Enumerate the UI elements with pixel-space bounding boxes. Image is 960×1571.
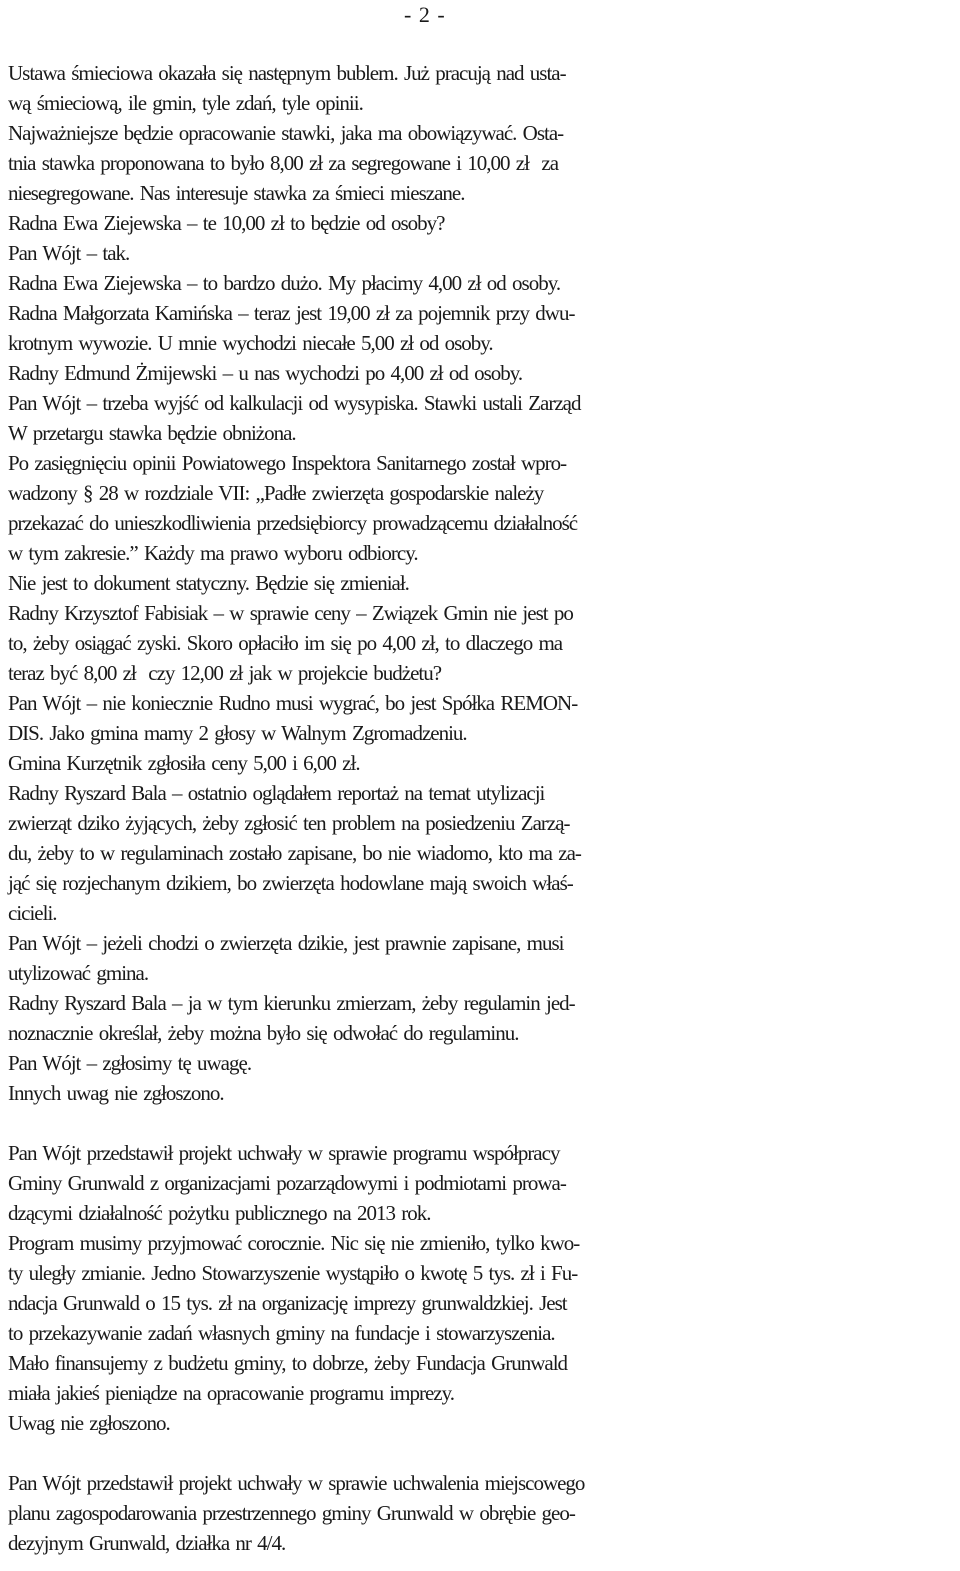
text-line: Radny Ryszard Bala – ostatnio oglądałem reportaż na temat utylizacji (8, 781, 545, 805)
text-line: noznacznie określał, żeby można było się odwołać do regulaminu. (8, 1021, 519, 1045)
text-line: Radny Krzysztof Fabisiak – w sprawie ceny – Związek Gmin nie jest po (8, 601, 573, 625)
text-line: Radny Ryszard Bala – ja w tym kierunku zmierzam, żeby regulamin jed- (8, 991, 575, 1015)
text-line: Po zasięgnięciu opinii Powiatowego Inspektora Sanitarnego został wpro- (8, 451, 567, 475)
text-line: tnia stawka proponowana to było 8,00 zł za segregowane i 10,00 zł za (8, 151, 559, 175)
text-line: Pan Wójt – nie koniecznie Rudno musi wygrać, bo jest Spółka REMON- (8, 691, 578, 715)
text-line: Gminy Grunwald z organizacjami pozarządowymi i podmiotami prowa- (8, 1171, 566, 1195)
text-line: Pan Wójt przedstawił projekt uchwały w sprawie uchwalenia miejscowego (8, 1471, 585, 1495)
page-number: - 2 - (404, 2, 446, 27)
text-line: Innych uwag nie zgłoszono. (8, 1081, 224, 1105)
text-line: wadzony § 28 w rozdziale VII: „Padłe zwierzęta gospodarskie należy (8, 481, 544, 505)
text-line: W przetargu stawka będzie obniżona. (8, 421, 296, 445)
text-line: dzącymi działalność pożytku publicznego na 2013 rok. (8, 1201, 431, 1225)
text-line: Gmina Kurzętnik zgłosiła ceny 5,00 i 6,00 zł. (8, 751, 360, 775)
text-line: utylizować gmina. (8, 961, 149, 985)
text-line: Nie jest to dokument statyczny. Będzie się zmieniał. (8, 571, 409, 595)
text-line: du, żeby to w regulaminach zostało zapisane, bo nie wiadomo, kto ma za- (8, 841, 581, 865)
text-line: miała jakieś pieniądze na opracowanie programu imprezy. (8, 1381, 455, 1405)
text-line: krotnym wywozie. U mnie wychodzi niecałe 5,00 zł od osoby. (8, 331, 493, 355)
text-line: Pan Wójt – zgłosimy tę uwagę. (8, 1051, 252, 1075)
text-line: Ustawa śmieciowa okazała się następnym bublem. Już pracują nad usta- (8, 61, 566, 85)
text-line: niesegregowane. Nas interesuje stawka za śmieci mieszane. (8, 181, 465, 205)
text-line: Uwag nie zgłoszono. (8, 1411, 170, 1435)
paragraph-gap (8, 1438, 958, 1468)
text-line: Pan Wójt przedstawił projekt uchwały w sprawie programu współpracy (8, 1141, 560, 1165)
text-line: Mało finansujemy z budżetu gminy, to dobrze, żeby Fundacja Grunwald (8, 1351, 568, 1375)
text-line: wą śmieciową, ile gmin, tyle zdań, tyle opinii. (8, 91, 363, 115)
text-line: teraz być 8,00 zł czy 12,00 zł jak w projekcie budżetu? (8, 661, 442, 685)
text-line: Pan Wójt – trzeba wyjść od kalkulacji od wysypiska. Stawki ustali Zarząd (8, 391, 581, 415)
text-line: przekazać do unieszkodliwienia przedsiębiorcy prowadzącemu działalność (8, 511, 578, 535)
document-body (8, 58, 958, 1558)
paragraph (8, 1468, 958, 1558)
text-line: planu zagospodarowania przestrzennego gminy Grunwald w obrębie geo- (8, 1501, 575, 1525)
text-line: DIS. Jako gmina mamy 2 głosy w Walnym Zgromadzeniu. (8, 721, 467, 745)
text-line: jąć się rozjechanym dzikiem, bo zwierzęta hodowlane mają swoich właś- (8, 871, 573, 895)
text-line: Program musimy przyjmować corocznie. Nic się nie zmieniło, tylko kwo- (8, 1231, 580, 1255)
paragraph (8, 58, 958, 1108)
text-line: cicieli. (8, 901, 57, 925)
text-line: dezyjnym Grunwald, działka nr 4/4. (8, 1531, 286, 1555)
text-line: Pan Wójt – tak. (8, 241, 130, 265)
text-line: Pan Wójt – jeżeli chodzi o zwierzęta dzikie, jest prawnie zapisane, musi (8, 931, 564, 955)
paragraph-gap (8, 1108, 958, 1138)
text-line: w tym zakresie.” Każdy ma prawo wyboru odbiorcy. (8, 541, 418, 565)
text-line: Radna Ewa Ziejewska – to bardzo dużo. My płacimy 4,00 zł od osoby. (8, 271, 561, 295)
text-line: Radny Edmund Żmijewski – u nas wychodzi po 4,00 zł od osoby. (8, 361, 523, 385)
text-line: to, żeby osiągać zyski. Skoro opłaciło im się po 4,00 zł, to dlaczego ma (8, 631, 563, 655)
paragraph (8, 1138, 958, 1438)
text-line: ndacja Grunwald o 15 tys. zł na organizację imprezy grunwaldzkiej. Jest (8, 1291, 567, 1315)
text-line: to przekazywanie zadań własnych gminy na fundacje i stowarzyszenia. (8, 1321, 555, 1345)
text-line: zwierząt dziko żyjących, żeby zgłosić ten problem na posiedzeniu Zarzą- (8, 811, 570, 835)
text-line: Radna Małgorzata Kamińska – teraz jest 19,00 zł za pojemnik przy dwu- (8, 301, 575, 325)
text-line: Radna Ewa Ziejewska – te 10,00 zł to będzie od osoby? (8, 211, 445, 235)
text-line: Najważniejsze będzie opracowanie stawki, jaka ma obowiązywać. Osta- (8, 121, 564, 145)
text-line: ty uległy zmianie. Jedno Stowarzyszenie wystąpiło o kwotę 5 tys. zł i Fu- (8, 1261, 578, 1285)
